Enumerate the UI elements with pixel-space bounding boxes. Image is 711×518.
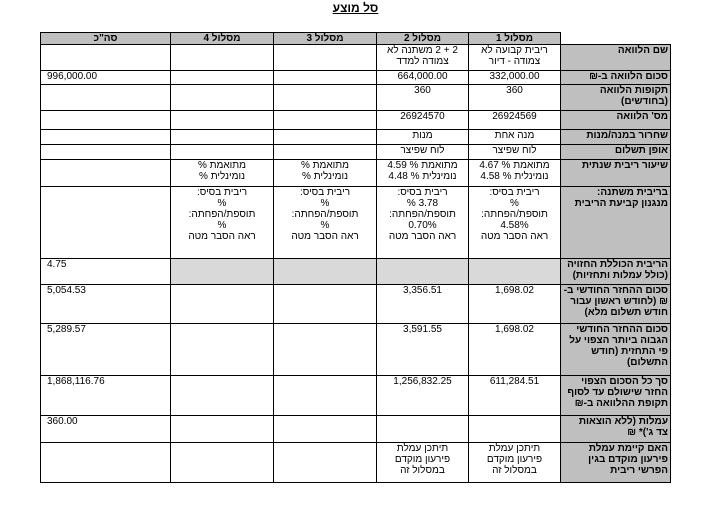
row-loan-amount	[41, 71, 671, 85]
cell-route-1: מנה אחת	[469, 130, 561, 145]
cell-line: %	[217, 220, 227, 231]
cell-route-2	[377, 160, 469, 187]
cell-route-4	[171, 71, 274, 85]
loan-offer-table	[40, 32, 671, 483]
cell-line: תיתכן עמלת	[488, 443, 541, 454]
label-line: הפרשי ריבית	[610, 465, 668, 476]
label-monthly-first	[561, 285, 671, 324]
cell-route-4	[171, 145, 274, 160]
label-line: הריבית הכוללת החזויה	[567, 259, 668, 270]
cell-line: ראה הסבר מטה	[388, 231, 457, 242]
cell-route-2: מנות	[377, 130, 469, 145]
cell-line: ריבית בסיס:	[196, 187, 248, 198]
cell-route-2: 360	[377, 85, 469, 111]
cell-line: מתואמת %	[300, 160, 350, 171]
cell-route-3	[274, 85, 377, 111]
cell-route-2: 3,356.51	[377, 285, 469, 324]
label-line: עמלות (ללא הוצאות	[578, 416, 668, 427]
cell-total: 5,289.57	[41, 324, 171, 376]
cell-route-1: 360	[469, 85, 561, 111]
cell-line: תוספת/הפחתה:	[481, 209, 548, 220]
cell-route-2: 664,000.00	[377, 71, 469, 85]
cell-line: נומינלית % 4.58	[480, 171, 549, 182]
cell-route-4	[171, 259, 274, 285]
cell-route-3	[274, 416, 377, 443]
cell-line: %	[510, 198, 519, 209]
label-line: הגבוה ביותר הצפוי על	[569, 335, 668, 346]
cell-total	[41, 443, 171, 483]
cell-route-4	[171, 130, 274, 145]
cell-line: 2 + 2 משתנה לא	[387, 45, 458, 56]
label-loan-periods	[561, 85, 671, 111]
cell-route-1	[469, 160, 561, 187]
cell-route-2	[377, 259, 469, 285]
cell-route-1: 1,698.02	[469, 285, 561, 324]
label-line: החזר שישולם עד לסוף	[567, 387, 668, 398]
cell-line: נומינלית %	[302, 171, 348, 182]
cell-route-1	[469, 443, 561, 483]
label-line: פי התחזית (חודש	[591, 346, 668, 357]
cell-line: פירעון מוקדם	[394, 454, 451, 465]
label-annual-rate: שיעור ריבית שנתית	[561, 160, 671, 187]
cell-route-3	[274, 376, 377, 416]
cell-line: %	[217, 198, 227, 209]
cell-route-2	[377, 187, 469, 259]
label-line: סך כל הסכום הצפוי	[581, 376, 668, 387]
cell-route-3	[274, 285, 377, 324]
cell-total: 1,868,116.76	[41, 376, 171, 416]
cell-line: מתואמת % 4.59	[387, 160, 458, 171]
label-variable-rate	[561, 187, 671, 259]
cell-route-4	[171, 45, 274, 71]
cell-total	[41, 187, 171, 259]
row-loan-number	[41, 111, 671, 130]
label-line: ₪ (לחודש ראשון עבור	[570, 296, 668, 307]
header-route-2: מסלול 2	[377, 33, 469, 45]
cell-line: ריבית קבועה לא	[481, 45, 548, 56]
cell-total	[41, 85, 171, 111]
row-overall-rate	[41, 259, 671, 285]
row-annual-rate	[41, 160, 671, 187]
cell-total	[41, 111, 171, 130]
cell-route-4	[171, 85, 274, 111]
cell-total	[41, 45, 171, 71]
cell-route-1: 26924569	[469, 111, 561, 130]
cell-line: תוספת/הפחתה:	[291, 209, 359, 220]
header-route-4: מסלול 4	[171, 33, 274, 45]
cell-route-3	[274, 130, 377, 145]
cell-route-1: לוח שפיצר	[469, 145, 561, 160]
cell-route-1	[469, 416, 561, 443]
cell-route-2: 3,591.55	[377, 324, 469, 376]
row-loan-name	[41, 45, 671, 71]
row-variable-rate	[41, 187, 671, 259]
cell-route-1	[469, 259, 561, 285]
cell-line: פירעון מוקדם	[486, 454, 543, 465]
cell-route-4	[171, 187, 274, 259]
cell-route-2	[377, 443, 469, 483]
cell-route-2: 26924570	[377, 111, 469, 130]
cell-total: 5,054.53	[41, 285, 171, 324]
label-line: האם קיימת עמלת	[588, 443, 668, 454]
cell-route-4	[171, 160, 274, 187]
label-line: התשלום)	[626, 357, 668, 368]
label-line: סכום ההחזר החודשי	[576, 324, 668, 335]
cell-line: 4.58%	[500, 220, 529, 231]
cell-line: ריבית בסיס:	[299, 187, 351, 198]
label-loan-number: מס' הלוואה	[561, 111, 671, 130]
label-line: סכום ההחזר החודשי ב-	[563, 285, 668, 296]
row-release	[41, 130, 671, 145]
cell-route-2	[377, 416, 469, 443]
label-line: פירעון מוקדם בגין	[588, 454, 668, 465]
cell-route-4	[171, 285, 274, 324]
header-blank	[561, 33, 671, 45]
cell-route-3	[274, 45, 377, 71]
cell-total: 996,000.00	[41, 71, 171, 85]
cell-line: ריבית בסיס:	[397, 187, 448, 198]
label-line: מנגנון קביעת הריבית	[574, 198, 668, 209]
cell-route-4	[171, 111, 274, 130]
label-line: (בחודשים)	[621, 96, 668, 107]
cell-route-2: 1,256,832.25	[377, 376, 469, 416]
cell-route-3	[274, 160, 377, 187]
cell-line: במסלול זה	[492, 465, 537, 476]
cell-route-3	[274, 259, 377, 285]
cell-total	[41, 130, 171, 145]
cell-route-4	[171, 376, 274, 416]
label-line: בריבית משתנה:	[597, 187, 668, 198]
cell-route-4	[171, 324, 274, 376]
cell-line: צמודה - דיור	[488, 56, 541, 67]
row-monthly-max	[41, 324, 671, 376]
header-total: סה"כ	[41, 33, 171, 45]
row-fees	[41, 416, 671, 443]
row-loan-periods	[41, 85, 671, 111]
cell-line: 0.70%	[408, 220, 437, 231]
row-sum-total	[41, 376, 671, 416]
label-fees	[561, 416, 671, 443]
header-route-1: מסלול 1	[469, 33, 561, 45]
cell-line: תיתכן עמלת	[396, 443, 449, 454]
label-line: חודש תשלום מלא)	[584, 307, 668, 318]
cell-line: ריבית בסיס:	[489, 187, 540, 198]
label-line: צד ג')* ₪	[627, 427, 668, 438]
label-early-fee	[561, 443, 671, 483]
label-line: תקופות הלוואה	[599, 85, 668, 96]
label-payment: אופן תשלום	[561, 145, 671, 160]
cell-line: תוספת/הפחתה:	[389, 209, 456, 220]
cell-total: 4.75	[41, 259, 171, 285]
cell-route-1: 1,698.02	[469, 324, 561, 376]
cell-route-2: לוח שפיצר	[377, 145, 469, 160]
cell-line: תוספת/הפחתה:	[188, 209, 256, 220]
cell-line: %	[320, 198, 330, 209]
cell-route-3	[274, 71, 377, 85]
cell-total: 360.00	[41, 416, 171, 443]
cell-line: במסלול זה	[400, 465, 445, 476]
cell-line: צמודה למדד	[396, 56, 449, 67]
cell-line: 3.78 %	[406, 198, 439, 209]
label-sum-total	[561, 376, 671, 416]
cell-line: %	[320, 220, 330, 231]
cell-line: מתואמת %	[197, 160, 247, 171]
row-early-fee	[41, 443, 671, 483]
cell-route-1	[469, 187, 561, 259]
label-release: שחרור במנה/מנות	[561, 130, 671, 145]
row-payment	[41, 145, 671, 160]
cell-total	[41, 145, 171, 160]
cell-route-1: 332,000.00	[469, 71, 561, 85]
cell-route-3	[274, 145, 377, 160]
header-route-3: מסלול 3	[274, 33, 377, 45]
label-loan-amount: סכום הלוואה ב-₪	[561, 71, 671, 85]
header-row	[41, 33, 671, 45]
label-overall-rate	[561, 259, 671, 285]
cell-route-1: 611,284.51	[469, 376, 561, 416]
cell-line: נומינלית % 4.48	[388, 171, 457, 182]
label-monthly-max	[561, 324, 671, 376]
label-line: (כולל עמלות ותחזיות)	[572, 270, 668, 281]
cell-line: נומינלית %	[199, 171, 245, 182]
cell-total	[41, 160, 171, 187]
cell-route-3	[274, 324, 377, 376]
cell-line: ראה הסבר מטה	[291, 231, 359, 242]
cell-line: ראה הסבר מטה	[480, 231, 549, 242]
cell-line: ראה הסבר מטה	[188, 231, 256, 242]
page-title: סל מוצע	[332, 1, 379, 15]
cell-route-3	[274, 187, 377, 259]
label-line: תקופת ההלוואה ב-₪	[574, 398, 668, 409]
row-monthly-first	[41, 285, 671, 324]
label-loan-name: שם הלוואה	[561, 45, 671, 71]
cell-route-4	[171, 416, 274, 443]
cell-line: מתואמת % 4.67	[479, 160, 550, 171]
cell-route-1	[469, 45, 561, 71]
cell-route-3	[274, 111, 377, 130]
cell-route-2	[377, 45, 469, 71]
cell-route-3	[274, 443, 377, 483]
cell-route-4	[171, 443, 274, 483]
